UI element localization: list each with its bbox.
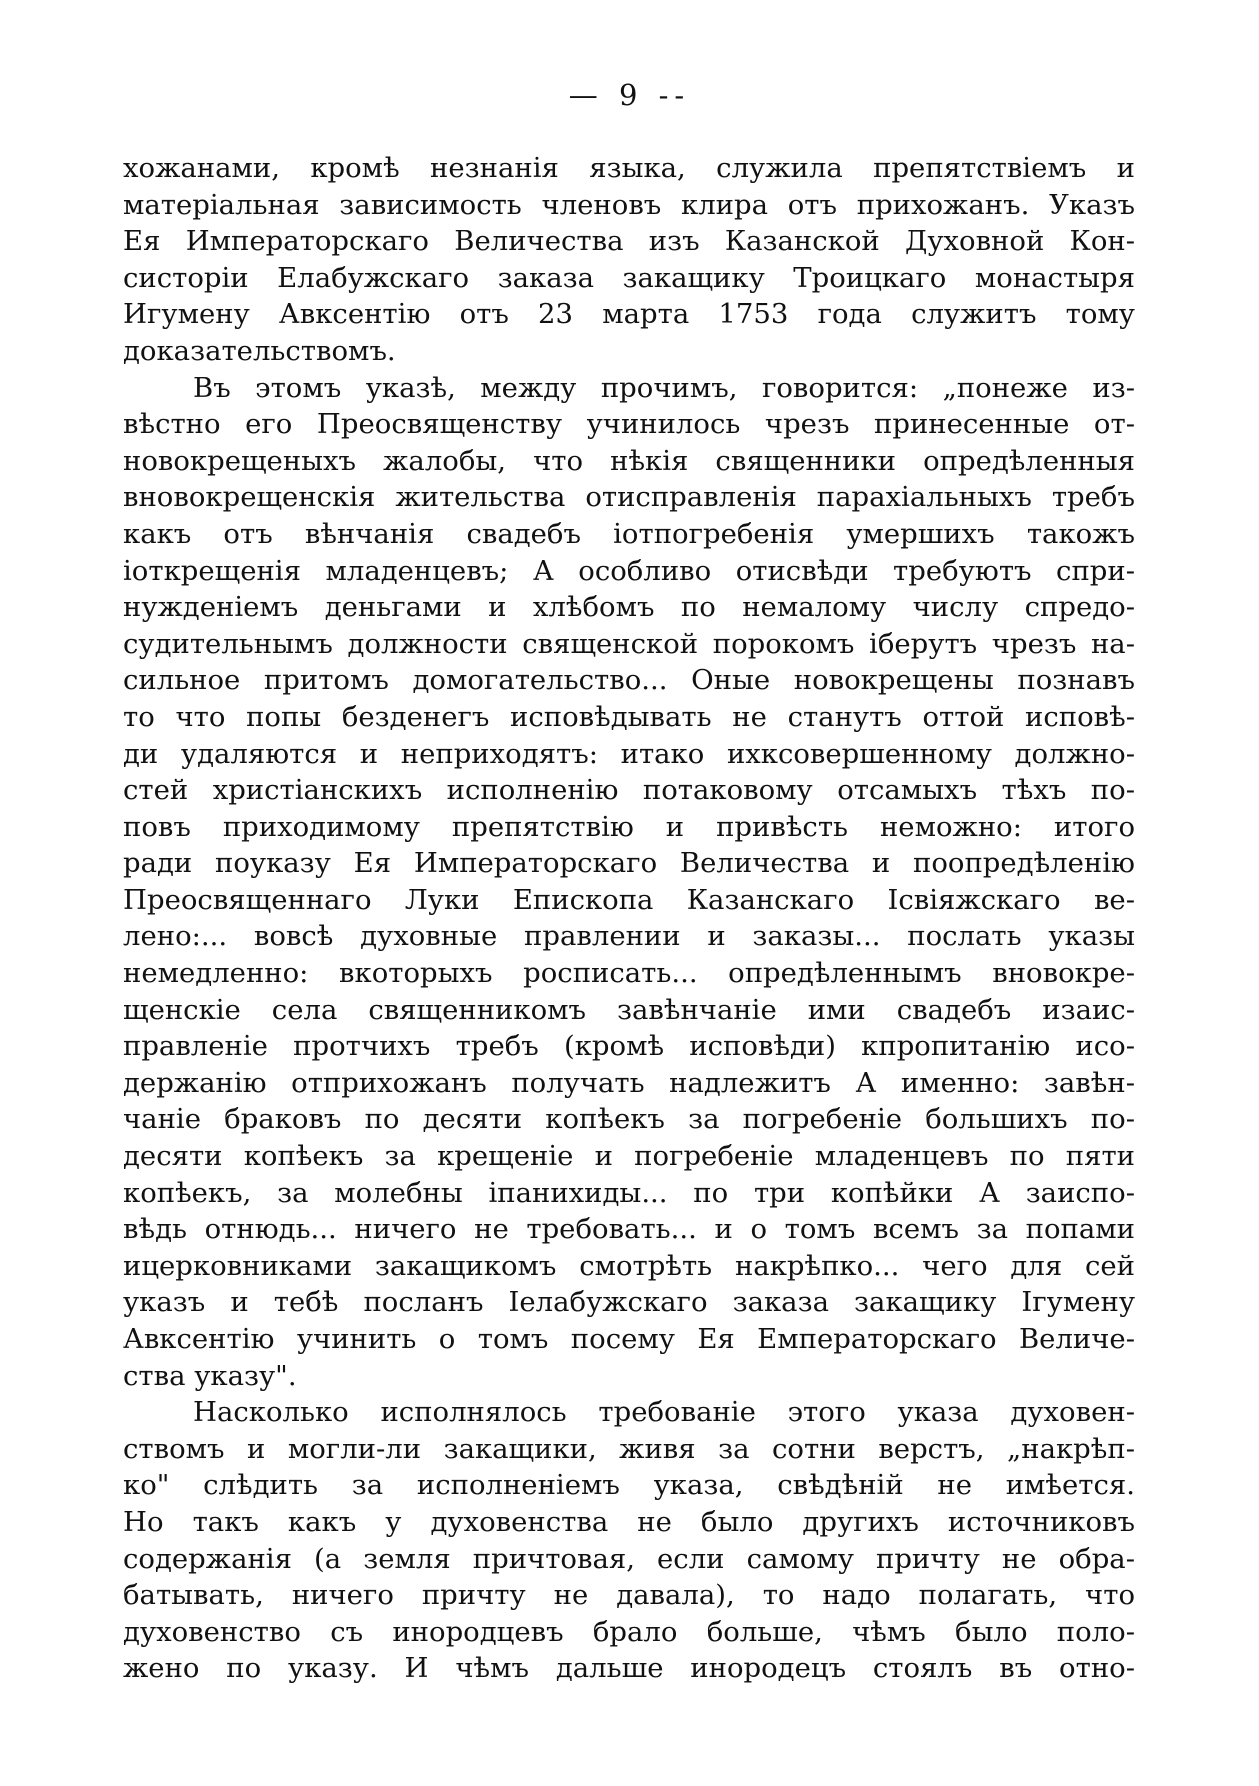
text-line: ства указу". <box>123 1359 297 1392</box>
text-line: вѣстно его Преосвященству учинилось чрезъ принесенные от- <box>123 408 1135 441</box>
text-line: Преосвященнаго Луки Епископа Казанскаго Ісвіяжскаго ве- <box>123 883 1135 916</box>
text-line: повъ приходимому препятствію и привѣсть неможно: итого <box>123 810 1135 843</box>
text-line: десяти копѣекъ за крещеніе и погребеніе младенцевъ по пяти <box>123 1140 1135 1173</box>
text-line: Въ этомъ указѣ, между прочимъ, говорится: „понеже из- <box>193 371 1135 404</box>
text-line: Ея Императорскаго Величества изъ Казанской Духовной Кон- <box>123 225 1135 258</box>
text-line: ради поуказу Ея Императорскаго Величества и поопредѣленію <box>123 847 1135 880</box>
text-line: духовенство съ инородцевъ брало больше, чѣмъ было поло- <box>123 1615 1135 1648</box>
text-line: лено:... вовсѣ духовные правлении и заказы... послать указы <box>123 920 1135 953</box>
paragraph <box>123 150 1135 370</box>
text-line: сильное притомъ домогательство... Оные новокрещены познавъ <box>123 664 1135 697</box>
text-line: ко" слѣдить за исполненіемъ указа, свѣдѣній не имѣется. <box>123 1469 1135 1502</box>
text-line: копѣекъ, за молебны іпанихиды... по три копѣйки А заиспо- <box>123 1176 1135 1209</box>
text-line: правленіе протчихъ требъ (кромѣ исповѣди) кпропитанію исо- <box>123 1030 1135 1063</box>
text-line: хожанами, кромѣ незнанія языка, служила препятствіемъ и <box>123 152 1135 184</box>
text-line: жено по указу. И чѣмъ дальше инородецъ стоялъ въ отно- <box>123 1652 1135 1685</box>
text-line: ицерковниками закащикомъ смотрѣть накрѣпко... чего для сей <box>123 1249 1135 1282</box>
text-line: вновокрещенскія жительства отисправленія парахіальныхъ требъ <box>123 481 1135 514</box>
page-number: — 9 -- <box>568 78 691 112</box>
text-line: судительнымъ должности священской порокомъ іберутъ чрезъ на- <box>123 627 1135 660</box>
paragraph <box>123 370 1135 1395</box>
paragraph <box>123 1394 1135 1687</box>
text-line: систоріи Елабужскаго заказа закащику Троицкаго монастыря <box>123 261 1135 294</box>
text-line: матеріальная зависимость членовъ клира отъ прихожанъ. Указъ <box>123 188 1135 221</box>
text-line: стей христіанскихъ исполненію потаковому отсамыхъ тѣхъ по- <box>123 774 1135 807</box>
text-line: Насколько исполнялось требованіе этого указа духовен- <box>193 1396 1135 1429</box>
text-line: то что попы безденегъ исповѣдывать не станутъ оттой исповѣ- <box>123 700 1135 733</box>
text-line: ди удаляются и неприходятъ: итако ихксовершенному должно- <box>123 737 1135 770</box>
text-line: Игумену Авксентію отъ 23 марта 1753 года служитъ тому <box>123 298 1135 331</box>
text-line: вѣдь отнюдь... ничего не требовать... и о томъ всемъ за попами <box>123 1213 1135 1246</box>
text-line: Но такъ какъ у духовенства не было другихъ источниковъ <box>123 1505 1135 1538</box>
text-line: немедленно: вкоторыхъ росписать... опредѣленнымъ вновокре- <box>123 957 1135 990</box>
text-line: новокрещеныхъ жалобы, что нѣкія священники опредѣленныя <box>123 444 1135 477</box>
body-text <box>123 150 1135 1687</box>
text-line: щенскіе села священникомъ завѣнчаніе ими свадебъ изаис- <box>123 993 1135 1026</box>
text-line: Авксентію учинить о томъ посему Ея Емператорскаго Величе- <box>123 1323 1135 1355</box>
text-line: держанію отприхожанъ получать надлежитъ А именно: завѣн- <box>123 1066 1135 1099</box>
text-line: ствомъ и могли-ли закащики, живя за сотни верстъ, „накрѣп- <box>123 1432 1135 1465</box>
text-line: батывать, ничего причту не давала), то надо полагать, что <box>123 1579 1135 1612</box>
text-line: доказательствомъ. <box>123 334 396 367</box>
text-line: нужденіемъ деньгами и хлѣбомъ по немалому числу спредо- <box>123 591 1135 624</box>
text-line: содержанія (а земля причтовая, если самому причту не обра- <box>123 1542 1135 1575</box>
text-line: іоткрещенія младенцевъ; А особливо отисвѣди требуютъ спри- <box>123 554 1135 587</box>
text-line: чаніе браковъ по десяти копѣекъ за погребеніе большихъ по- <box>123 1103 1135 1136</box>
text-line: указъ и тебѣ посланъ Іелабужскаго заказа закащику Ігумену <box>123 1286 1135 1319</box>
text-line: какъ отъ вѣнчанія свадебъ іотпогребенія умершихъ такожъ <box>123 517 1135 550</box>
